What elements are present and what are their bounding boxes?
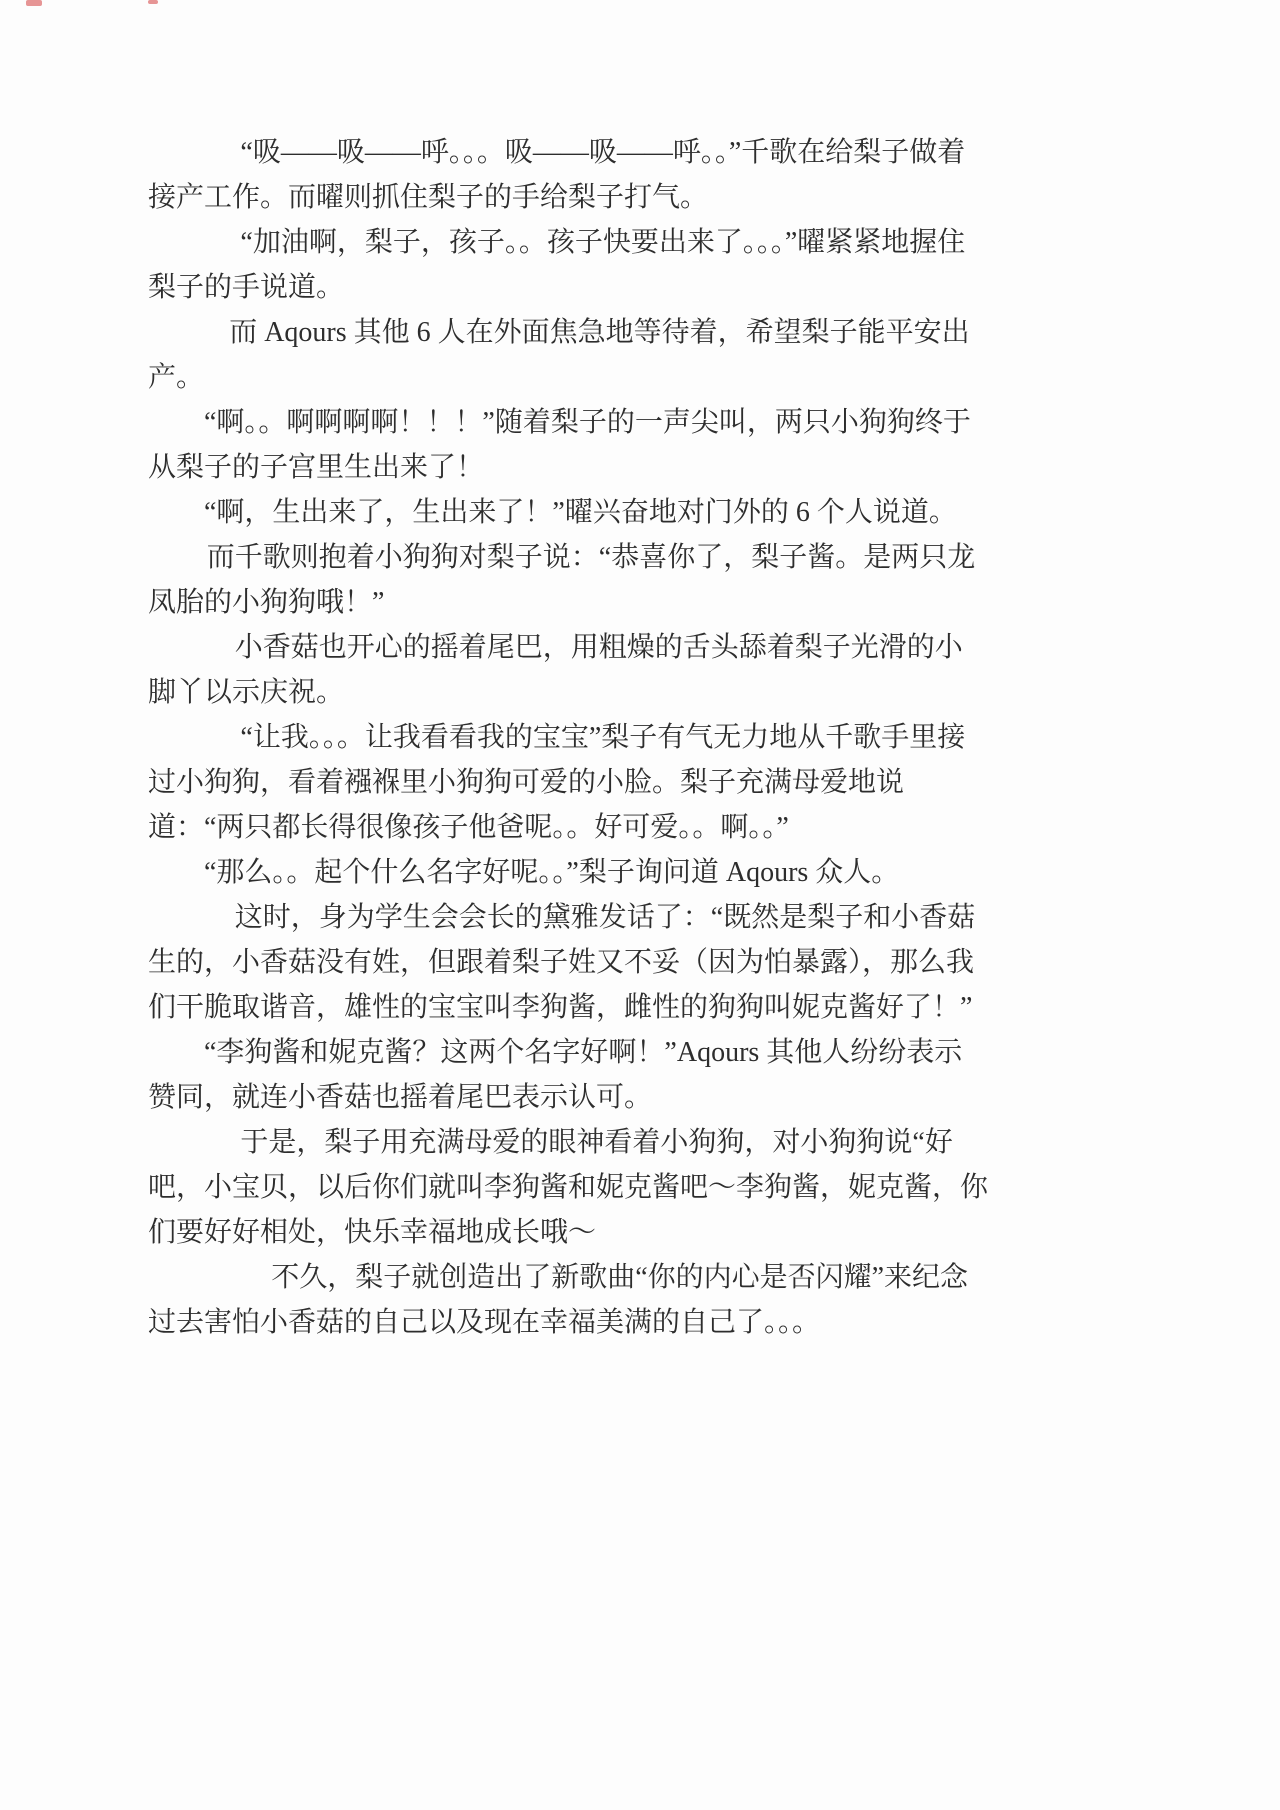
document-body: [148, 130, 988, 1345]
paragraph: 这时，身为学生会会长的黛雅发话了：“既然是梨子和小香菇生的，小香菇没有姓，但跟着梨子姓又不妥（因为怕暴露），那么我们干脆取谐音，雄性的宝宝叫李狗酱，雌性的狗狗叫妮克酱好了！”: [148, 902, 976, 1023]
paragraph: “加油啊，梨子，孩子。。孩子快要出来了。。。”曜紧紧地握住梨子的手说道。: [148, 227, 966, 303]
paragraph: “李狗酱和妮克酱？这两个名字好啊！”Aqours 其他人纷纷表示赞同，就连小香菇也摇着尾巴表示认可。: [148, 1037, 963, 1113]
paragraph: 于是，梨子用充满母爱的眼神看着小狗狗，对小狗狗说“好吧，小宝贝，以后你们就叫李狗酱和妮克酱吧～李狗酱，妮克酱，你们要好好相处，快乐幸福地成长哦～: [148, 1127, 989, 1248]
red-pen-mark: [26, 0, 42, 6]
paragraph: “让我。。。让我看看我的宝宝”梨子有气无力地从千歌手里接过小狗狗，看着襁褓里小狗狗可爱的小脸。梨子充满母爱地说道：“两只都长得很像孩子他爸呢。。好可爱。。啊。。”: [148, 722, 966, 843]
paragraph: “吸——吸——呼。。。吸——吸——呼。。”千歌在给梨子做着接产工作。而曜则抓住梨子的手给梨子打气。: [148, 137, 966, 213]
red-pen-mark: [148, 0, 158, 4]
paragraph: 小香菇也开心的摇着尾巴，用粗燥的舌头舔着梨子光滑的小脚丫以示庆祝。: [148, 632, 963, 708]
paragraph: “啊，生出来了，生出来了！”曜兴奋地对门外的 6 个人说道。: [204, 497, 957, 528]
paragraph: 而 Aqours 其他 6 人在外面焦急地等待着，希望梨子能平安出产。: [148, 317, 970, 393]
paragraph: 不久，梨子就创造出了新歌曲“你的内心是否闪耀”来纪念过去害怕小香菇的自己以及现在幸福美满的自己了。。。: [148, 1262, 969, 1338]
paragraph: 而千歌则抱着小狗狗对梨子说：“恭喜你了，梨子酱。是两只龙凤胎的小狗狗哦！”: [148, 542, 976, 618]
paragraph: “那么。。起个什么名字好呢。。”梨子询问道 Aqours 众人。: [204, 857, 900, 888]
paragraph: “啊。。啊啊啊啊！！！”随着梨子的一声尖叫，两只小狗狗终于从梨子的子宫里生出来了！: [148, 407, 971, 483]
